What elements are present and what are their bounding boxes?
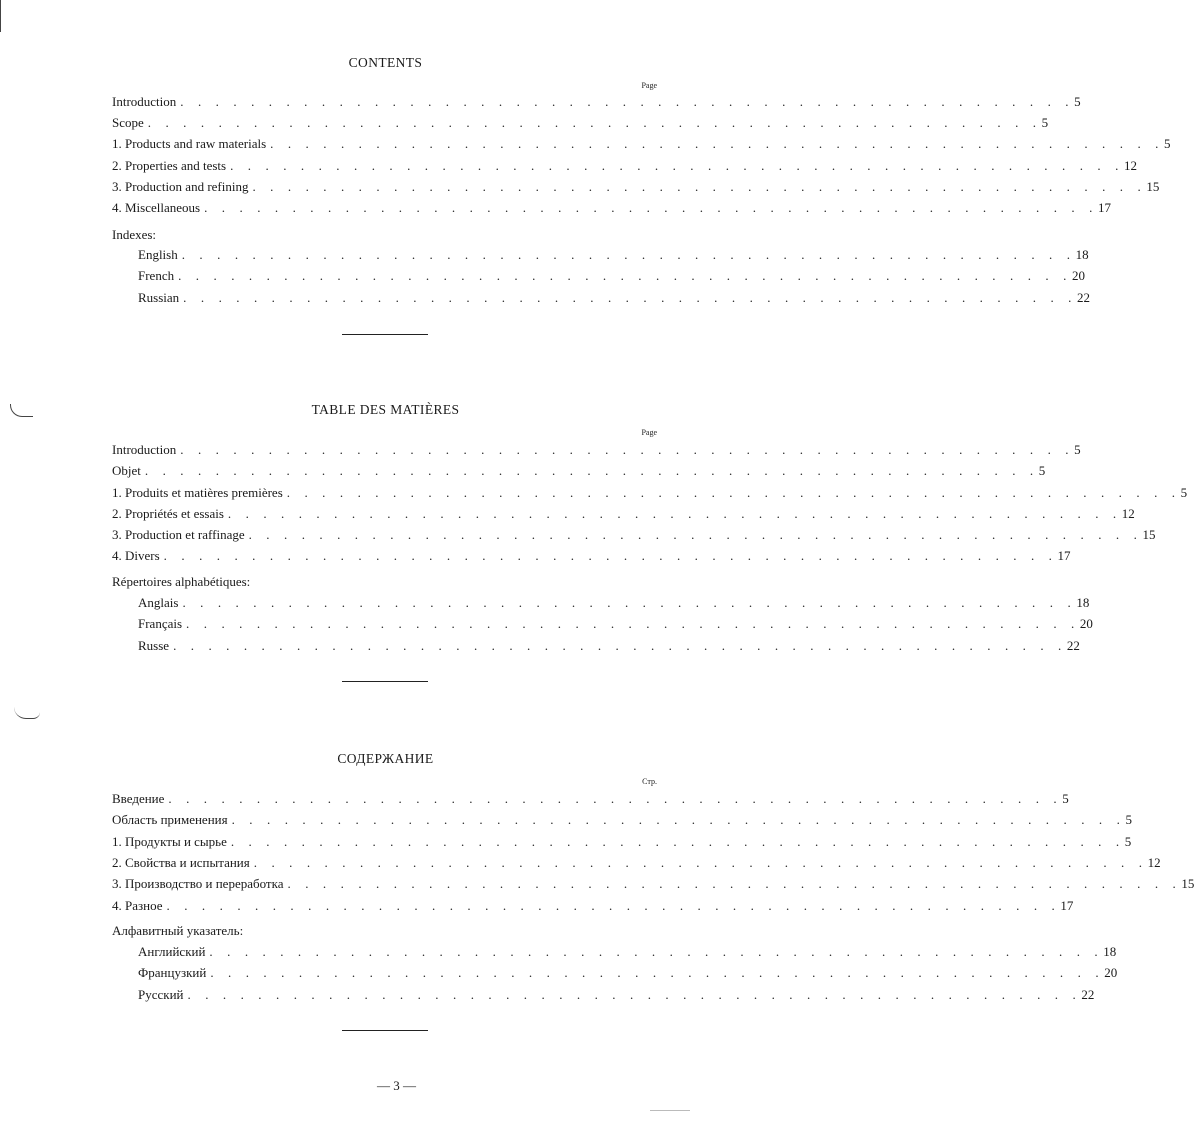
toc-entry[interactable] bbox=[112, 811, 1132, 829]
toc-entry[interactable] bbox=[112, 833, 1132, 851]
toc-entry-label: 2. Propriétés et essais bbox=[112, 506, 224, 521]
dot-leader: . . . . . . . . . . . . . . . . . . . . . . . . . . . . . . . . . . . . . . . . . . . . . . . . . . . bbox=[253, 855, 1148, 870]
toc-entry-page: 5 bbox=[1062, 791, 1069, 806]
index-entry-page: 20 bbox=[1104, 965, 1118, 980]
section-divider bbox=[342, 334, 428, 335]
dot-leader: . . . . . . . . . . . . . . . . . . . . . . . . . . . . . . . . . . . . . . . . . . . . . . . . . . . bbox=[204, 200, 1098, 215]
index-entry-label: Французкий bbox=[138, 965, 207, 980]
page-number: — 3 — bbox=[377, 1078, 416, 1093]
toc-entry-page: 5 bbox=[1041, 115, 1049, 130]
toc-entry-label: Scope bbox=[112, 115, 144, 130]
dot-leader: . . . . . . . . . . . . . . . . . . . . . . . . . . . . . . . . . . . . . . . . . . . . . . . . . . . bbox=[173, 638, 1067, 653]
toc-entry-page: 12 bbox=[1147, 855, 1161, 870]
toc-entry-label: 1. Продукты и сырье bbox=[112, 834, 227, 849]
index-entry[interactable] bbox=[112, 986, 1095, 1004]
dot-leader: . . . . . . . . . . . . . . . . . . . . . . . . . . . . . . . . . . . . . . . . . . . . . . . . . . . bbox=[187, 987, 1082, 1002]
toc-entry-page: 15 bbox=[1146, 179, 1160, 194]
dot-leader: . . . . . . . . . . . . . . . . . . . . . . . . . . . . . . . . . . . . . . . . . . . . . . . . . . . bbox=[144, 463, 1039, 478]
margin-mark-curve-1 bbox=[10, 404, 33, 417]
dot-leader: . . . . . . . . . . . . . . . . . . . . . . . . . . . . . . . . . . . . . . . . . . . . . . . . . . . bbox=[180, 442, 1075, 457]
toc-entry-label: Введение bbox=[112, 791, 165, 806]
index-entry[interactable] bbox=[112, 964, 1118, 982]
index-entry-label: Русский bbox=[138, 987, 184, 1002]
toc-entry[interactable] bbox=[112, 547, 1071, 565]
dot-leader: . . . . . . . . . . . . . . . . . . . . . . . . . . . . . . . . . . . . . . . . . . . . . . . . . . . bbox=[231, 812, 1126, 827]
index-heading: Алфавитный указатель: bbox=[112, 923, 244, 938]
index-entry[interactable] bbox=[112, 594, 1090, 612]
toc-entry[interactable] bbox=[112, 854, 1161, 872]
toc-entry[interactable] bbox=[112, 505, 1135, 523]
dot-leader: . . . . . . . . . . . . . . . . . . . . . . . . . . . . . . . . . . . . . . . . . . . . . . . . . . . bbox=[227, 506, 1122, 521]
dot-leader: . . . . . . . . . . . . . . . . . . . . . . . . . . . . . . . . . . . . . . . . . . . . . . . . . . . bbox=[209, 944, 1104, 959]
index-entry[interactable] bbox=[112, 943, 1117, 961]
index-entry-page: 22 bbox=[1081, 987, 1095, 1002]
index-entry-page: 22 bbox=[1077, 290, 1091, 305]
index-entry-page: 20 bbox=[1079, 616, 1093, 631]
dot-leader: . . . . . . . . . . . . . . . . . . . . . . . . . . . . . . . . . . . . . . . . . . . . . . . . . . . bbox=[181, 247, 1076, 262]
toc-entry[interactable] bbox=[112, 441, 1081, 459]
index-entry-page: 22 bbox=[1066, 638, 1080, 653]
toc-entry[interactable] bbox=[112, 484, 1188, 502]
section-divider bbox=[342, 681, 428, 682]
index-entry-label: Russe bbox=[138, 638, 170, 653]
index-entry-page: 18 bbox=[1075, 247, 1089, 262]
index-entry[interactable] bbox=[112, 246, 1089, 264]
toc-entry-page: 17 bbox=[1097, 200, 1111, 215]
toc-entry-page: 17 bbox=[1060, 898, 1074, 913]
dot-leader: . . . . . . . . . . . . . . . . . . . . . . . . . . . . . . . . . . . . . . . . . . . . . . . . . . . bbox=[182, 595, 1077, 610]
toc-entry[interactable] bbox=[112, 897, 1074, 915]
toc-entry-page: 5 bbox=[1125, 812, 1132, 827]
toc-entry-label: Область применения bbox=[112, 812, 228, 827]
index-entry-label: French bbox=[138, 268, 175, 283]
toc-entry[interactable] bbox=[112, 93, 1081, 111]
index-entry[interactable] bbox=[112, 289, 1091, 307]
toc-entry-label: 4. Miscellaneous bbox=[112, 200, 201, 215]
margin-mark-curve-2 bbox=[14, 707, 40, 719]
index-heading: Indexes: bbox=[112, 227, 157, 242]
toc-entry[interactable] bbox=[112, 135, 1171, 153]
toc-entry-label: 4. Divers bbox=[112, 548, 160, 563]
toc-entry-page: 5 bbox=[1074, 442, 1081, 457]
toc-entry-page: 15 bbox=[1181, 876, 1194, 891]
dot-leader: . . . . . . . . . . . . . . . . . . . . . . . . . . . . . . . . . . . . . . . . . . . . . . . . . . . bbox=[248, 527, 1143, 542]
section-title: CONTENTS bbox=[348, 55, 423, 70]
toc-entry[interactable] bbox=[112, 157, 1137, 175]
section-title: TABLE DES MATIÈRES bbox=[311, 402, 460, 417]
dot-leader: . . . . . . . . . . . . . . . . . . . . . . . . . . . . . . . . . . . . . . . . . . . . . . . . . . . bbox=[178, 268, 1072, 283]
dot-leader: . . . . . . . . . . . . . . . . . . . . . . . . . . . . . . . . . . . . . . . . . . . . . . . . . . . bbox=[210, 965, 1105, 980]
toc-entry[interactable] bbox=[112, 462, 1046, 480]
dot-leader: . . . . . . . . . . . . . . . . . . . . . . . . . . . . . . . . . . . . . . . . . . . . . . . . . . . bbox=[163, 548, 1058, 563]
page-column-label: Стр. bbox=[642, 777, 657, 786]
toc-entry-page: 12 bbox=[1123, 158, 1137, 173]
page-column-label: Page bbox=[641, 428, 657, 437]
index-entry[interactable] bbox=[112, 637, 1080, 655]
toc-entry-label: 4. Разное bbox=[112, 898, 163, 913]
section-title: СОДЕРЖАНИЕ bbox=[337, 751, 434, 766]
index-entry-page: 18 bbox=[1103, 944, 1117, 959]
toc-entry-label: 1. Products and raw materials bbox=[112, 136, 267, 151]
dot-leader: . . . . . . . . . . . . . . . . . . . . . . . . . . . . . . . . . . . . . . . . . . . . . . . . . . . bbox=[186, 616, 1080, 631]
toc-entry-page: 5 bbox=[1038, 463, 1046, 478]
toc-entry[interactable] bbox=[112, 178, 1160, 196]
dot-leader: . . . . . . . . . . . . . . . . . . . . . . . . . . . . . . . . . . . . . . . . . . . . . . . . . . . bbox=[168, 791, 1063, 806]
dot-leader: . . . . . . . . . . . . . . . . . . . . . . . . . . . . . . . . . . . . . . . . . . . . . . . . . . . bbox=[252, 179, 1147, 194]
toc-entry-label: 2. Properties and tests bbox=[112, 158, 227, 173]
toc-entry[interactable] bbox=[112, 526, 1156, 544]
toc-entry-label: Introduction bbox=[112, 442, 177, 457]
index-entry-page: 20 bbox=[1071, 268, 1085, 283]
dot-leader: . . . . . . . . . . . . . . . . . . . . . . . . . . . . . . . . . . . . . . . . . . . . . . . . . . . bbox=[286, 485, 1181, 500]
toc-entry-label: Introduction bbox=[112, 94, 177, 109]
section-divider bbox=[342, 1030, 428, 1031]
index-entry-label: Français bbox=[138, 616, 183, 631]
index-entry-label: Английский bbox=[138, 944, 206, 959]
toc-entry-label: 3. Production et raffinage bbox=[112, 527, 245, 542]
index-heading: Répertoires alphabétiques: bbox=[112, 574, 251, 589]
toc-entry-page: 5 bbox=[1164, 136, 1171, 151]
toc-entry-page: 5 bbox=[1124, 834, 1132, 849]
page-column-label: Page bbox=[641, 81, 657, 90]
toc-entry[interactable] bbox=[112, 790, 1069, 808]
index-entry-page: 18 bbox=[1076, 595, 1090, 610]
dot-leader: . . . . . . . . . . . . . . . . . . . . . . . . . . . . . . . . . . . . . . . . . . . . . . . . . . . bbox=[180, 94, 1075, 109]
toc-entry[interactable] bbox=[112, 114, 1049, 132]
toc-entry-page: 5 bbox=[1180, 485, 1188, 500]
dot-leader: . . . . . . . . . . . . . . . . . . . . . . . . . . . . . . . . . . . . . . . . . . . . . . . . . . . bbox=[230, 158, 1124, 173]
toc-entry-label: 3. Производство и переработка bbox=[112, 876, 284, 891]
toc-entry-page: 17 bbox=[1057, 548, 1071, 563]
dot-leader: . . . . . . . . . . . . . . . . . . . . . . . . . . . . . . . . . . . . . . . . . . . . . . . . . . . bbox=[183, 290, 1078, 305]
toc-entry[interactable] bbox=[112, 199, 1111, 217]
dot-leader: . . . . . . . . . . . . . . . . . . . . . . . . . . . . . . . . . . . . . . . . . . . . . . . . . . . bbox=[147, 115, 1042, 130]
index-entry[interactable] bbox=[112, 267, 1085, 285]
index-entry-label: Russian bbox=[138, 290, 180, 305]
dot-leader: . . . . . . . . . . . . . . . . . . . . . . . . . . . . . . . . . . . . . . . . . . . . . . . . . . . bbox=[287, 876, 1182, 891]
toc-entry-label: 1. Produits et matières premières bbox=[112, 485, 283, 500]
toc-entry-label: 3. Production and refining bbox=[112, 179, 249, 194]
toc-entry-page: 12 bbox=[1121, 506, 1135, 521]
margin-mark-bottom-right bbox=[650, 1110, 690, 1111]
toc-entry-page: 15 bbox=[1142, 527, 1156, 542]
dot-leader: . . . . . . . . . . . . . . . . . . . . . . . . . . . . . . . . . . . . . . . . . . . . . . . . . . . bbox=[230, 834, 1125, 849]
index-entry-label: English bbox=[138, 247, 178, 262]
index-entry-label: Anglais bbox=[138, 595, 179, 610]
toc-entry-label: Objet bbox=[112, 463, 141, 478]
toc-entry-page: 5 bbox=[1074, 94, 1081, 109]
dot-leader: . . . . . . . . . . . . . . . . . . . . . . . . . . . . . . . . . . . . . . . . . . . . . . . . . . . bbox=[270, 136, 1165, 151]
toc-entry-label: 2. Свойства и испытания bbox=[112, 855, 250, 870]
index-entry[interactable] bbox=[112, 615, 1093, 633]
dot-leader: . . . . . . . . . . . . . . . . . . . . . . . . . . . . . . . . . . . . . . . . . . . . . . . . . . . bbox=[166, 898, 1061, 913]
toc-entry[interactable] bbox=[112, 875, 1194, 893]
margin-mark-top bbox=[0, 0, 1, 32]
